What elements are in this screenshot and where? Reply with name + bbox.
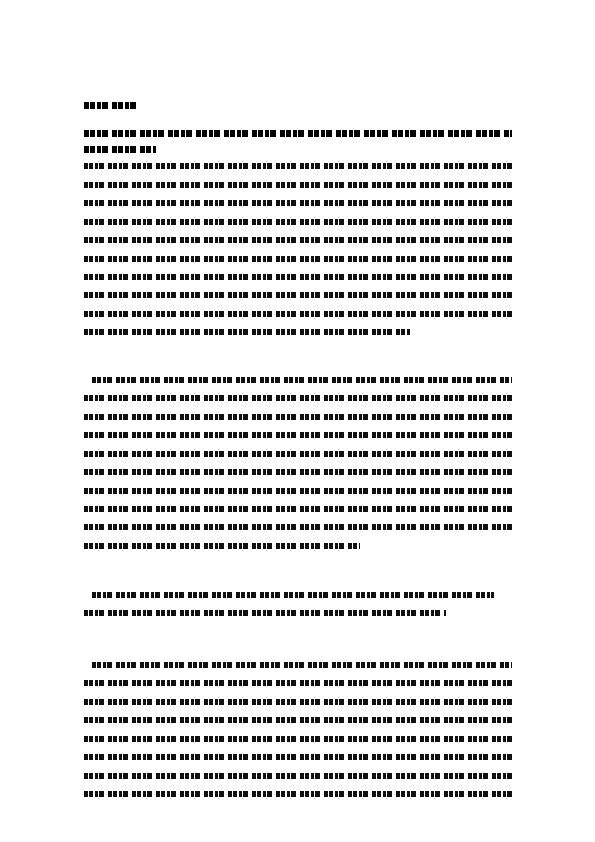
text-line: [84, 506, 512, 512]
text-line: [84, 451, 512, 457]
text-line: [84, 488, 512, 494]
text-line: [84, 717, 512, 723]
text-line: [84, 329, 410, 335]
text-line: [84, 773, 512, 779]
text-line: [84, 237, 512, 243]
text-line: [92, 592, 494, 598]
text-line: [84, 395, 512, 401]
text-line: [84, 432, 512, 438]
title-line: [84, 146, 156, 153]
heading-line: [84, 102, 136, 109]
text-line: [84, 292, 512, 298]
text-line: [84, 610, 446, 616]
text-line: [84, 736, 512, 742]
text-line: [92, 377, 512, 383]
text-line: [84, 524, 512, 530]
text-line: [84, 469, 512, 475]
text-line: [84, 543, 360, 549]
text-line: [84, 163, 512, 169]
text-line: [84, 791, 512, 797]
text-line: [84, 219, 512, 225]
text-line: [84, 311, 512, 317]
text-line: [92, 662, 512, 668]
text-line: [84, 182, 512, 188]
text-line: [84, 754, 512, 760]
title-line: [84, 130, 512, 137]
text-line: [84, 699, 512, 705]
text-line: [84, 256, 512, 262]
text-line: [84, 274, 512, 280]
text-line: [84, 414, 512, 420]
text-line: [84, 200, 512, 206]
text-line: [84, 680, 512, 686]
